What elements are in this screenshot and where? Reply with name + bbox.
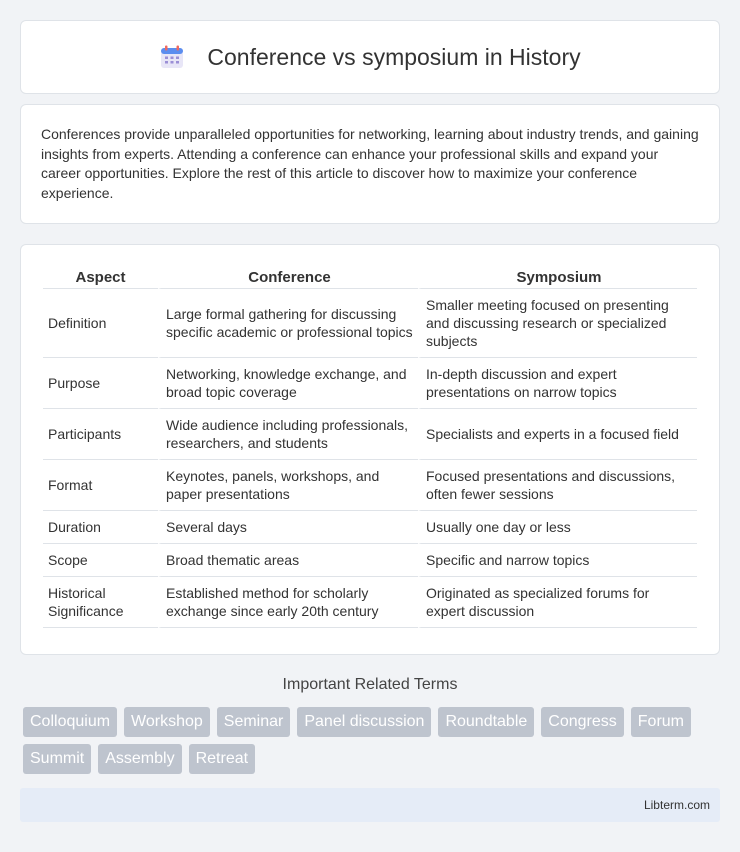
row-symposium: Originated as specialized forums for expert discussion	[418, 577, 697, 628]
row-symposium: Specialists and experts in a focused field	[418, 409, 697, 460]
row-conference: Broad thematic areas	[158, 544, 418, 577]
row-conference: Large formal gathering for discussing specific academic or professional topics	[158, 289, 418, 358]
header-conference: Conference	[158, 265, 418, 289]
table-row	[43, 460, 697, 511]
related-term-tag[interactable]: Congress	[541, 707, 623, 737]
row-symposium: Specific and narrow topics	[418, 544, 697, 577]
page-title: Conference vs symposium in History	[207, 43, 581, 70]
related-term-tag[interactable]: Roundtable	[438, 707, 534, 737]
row-aspect: Scope	[43, 544, 158, 577]
related-term-tag[interactable]: Panel discussion	[297, 707, 431, 737]
comparison-table-card	[20, 244, 720, 655]
intro-card	[20, 104, 720, 224]
header-card	[20, 20, 720, 94]
row-aspect: Format	[43, 460, 158, 511]
row-aspect: Purpose	[43, 358, 158, 409]
header-aspect: Aspect	[43, 265, 158, 289]
header-symposium: Symposium	[418, 265, 697, 289]
row-symposium: Smaller meeting focused on presenting and discussing research or specialized subjects	[418, 289, 697, 358]
row-symposium: Focused presentations and discussions, often fewer sessions	[418, 460, 697, 511]
related-term-tag[interactable]: Colloquium	[23, 707, 117, 737]
table-header-row	[43, 265, 697, 289]
related-term-tag[interactable]: Assembly	[98, 744, 181, 774]
table-row	[43, 358, 697, 409]
related-term-tag[interactable]: Summit	[23, 744, 91, 774]
related-term-tag[interactable]: Forum	[631, 707, 691, 737]
calendar-icon	[159, 44, 185, 70]
row-symposium: In-depth discussion and expert presentations on narrow topics	[418, 358, 697, 409]
row-aspect: Definition	[43, 289, 158, 358]
table-row	[43, 409, 697, 460]
row-conference: Keynotes, panels, workshops, and paper presentations	[158, 460, 418, 511]
intro-text: Conferences provide unparalleled opportunities for networking, learning about industry trends, and gaining insights from experts. Attending a conference can enhance your professional skills and expand your career opportunities. Explore the rest of this article to discover how to maximize your conference experience.	[41, 126, 699, 201]
table-row	[43, 577, 697, 628]
row-aspect: Participants	[43, 409, 158, 460]
table-row	[43, 511, 697, 544]
comparison-table	[43, 265, 697, 628]
related-term-tag[interactable]: Workshop	[124, 707, 210, 737]
row-conference: Networking, knowledge exchange, and broad topic coverage	[158, 358, 418, 409]
related-terms-list	[23, 707, 723, 781]
table-row	[43, 289, 697, 358]
related-term-tag[interactable]: Seminar	[217, 707, 291, 737]
row-conference: Wide audience including professionals, researchers, and students	[158, 409, 418, 460]
row-symposium: Usually one day or less	[418, 511, 697, 544]
related-terms-title: Important Related Terms	[282, 676, 458, 693]
row-aspect: Historical Significance	[43, 577, 158, 628]
related-term-tag[interactable]: Retreat	[189, 744, 255, 774]
footer	[20, 788, 720, 822]
footer-site-link[interactable]: Libterm.com	[643, 798, 710, 812]
row-aspect: Duration	[43, 511, 158, 544]
row-conference: Several days	[158, 511, 418, 544]
row-conference: Established method for scholarly exchange since early 20th century	[158, 577, 418, 628]
table-row	[43, 544, 697, 577]
